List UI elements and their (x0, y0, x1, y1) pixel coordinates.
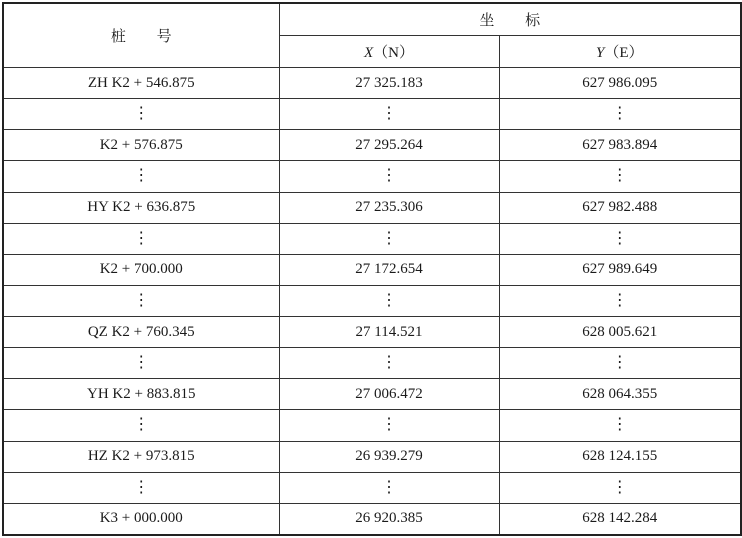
station-cell: ZH K2 + 546.875 (3, 68, 279, 99)
y-coordinate-cell: 627 983.894 (499, 130, 741, 161)
table-row (3, 317, 741, 348)
table-row (3, 254, 741, 285)
ellipsis-cell: ⋮ (499, 472, 741, 503)
ellipsis-cell: ⋮ (279, 99, 499, 130)
x-coordinate-cell: 26 920.385 (279, 503, 499, 535)
ellipsis-row (3, 472, 741, 503)
y-coordinate-cell: 627 986.095 (499, 68, 741, 99)
ellipsis-cell: ⋮ (279, 161, 499, 192)
station-cell: K2 + 576.875 (3, 130, 279, 161)
ellipsis-cell: ⋮ (499, 161, 741, 192)
ellipsis-cell: ⋮ (3, 285, 279, 316)
ellipsis-cell: ⋮ (279, 472, 499, 503)
ellipsis-cell: ⋮ (3, 223, 279, 254)
ellipsis-cell: ⋮ (279, 223, 499, 254)
y-coordinate-cell: 628 142.284 (499, 503, 741, 535)
ellipsis-cell: ⋮ (499, 99, 741, 130)
table-row (3, 192, 741, 223)
station-header: 桩 号 (3, 3, 279, 68)
x-coordinate-cell: 27 172.654 (279, 254, 499, 285)
y-coordinate-cell: 628 005.621 (499, 317, 741, 348)
x-coordinate-cell: 26 939.279 (279, 441, 499, 472)
y-coordinate-cell: 628 124.155 (499, 441, 741, 472)
ellipsis-cell: ⋮ (3, 99, 279, 130)
x-coordinate-cell: 27 235.306 (279, 192, 499, 223)
x-column-header: X（N） (279, 36, 499, 68)
ellipsis-row (3, 285, 741, 316)
ellipsis-cell: ⋮ (499, 348, 741, 379)
coordinate-table (2, 2, 742, 536)
station-cell: K2 + 700.000 (3, 254, 279, 285)
coordinate-header: 坐 标 (279, 3, 741, 36)
table-row (3, 379, 741, 410)
ellipsis-cell: ⋮ (3, 348, 279, 379)
ellipsis-cell: ⋮ (499, 410, 741, 441)
table-row (3, 503, 741, 535)
ellipsis-cell: ⋮ (499, 285, 741, 316)
table-row (3, 68, 741, 99)
station-cell: QZ K2 + 760.345 (3, 317, 279, 348)
y-coordinate-cell: 627 982.488 (499, 192, 741, 223)
table-row (3, 441, 741, 472)
y-coordinate-cell: 628 064.355 (499, 379, 741, 410)
ellipsis-row (3, 161, 741, 192)
ellipsis-cell: ⋮ (3, 161, 279, 192)
ellipsis-cell: ⋮ (3, 472, 279, 503)
ellipsis-row (3, 223, 741, 254)
ellipsis-cell: ⋮ (499, 223, 741, 254)
x-coordinate-cell: 27 006.472 (279, 379, 499, 410)
ellipsis-row (3, 410, 741, 441)
ellipsis-cell: ⋮ (279, 285, 499, 316)
ellipsis-cell: ⋮ (279, 410, 499, 441)
y-coordinate-cell: 627 989.649 (499, 254, 741, 285)
ellipsis-cell: ⋮ (279, 348, 499, 379)
station-cell: HZ K2 + 973.815 (3, 441, 279, 472)
ellipsis-row (3, 348, 741, 379)
x-coordinate-cell: 27 295.264 (279, 130, 499, 161)
station-cell: K3 + 000.000 (3, 503, 279, 535)
ellipsis-row (3, 99, 741, 130)
ellipsis-cell: ⋮ (3, 410, 279, 441)
station-cell: HY K2 + 636.875 (3, 192, 279, 223)
station-cell: YH K2 + 883.815 (3, 379, 279, 410)
x-coordinate-cell: 27 114.521 (279, 317, 499, 348)
x-coordinate-cell: 27 325.183 (279, 68, 499, 99)
y-column-header: Y（E） (499, 36, 741, 68)
table-row (3, 130, 741, 161)
